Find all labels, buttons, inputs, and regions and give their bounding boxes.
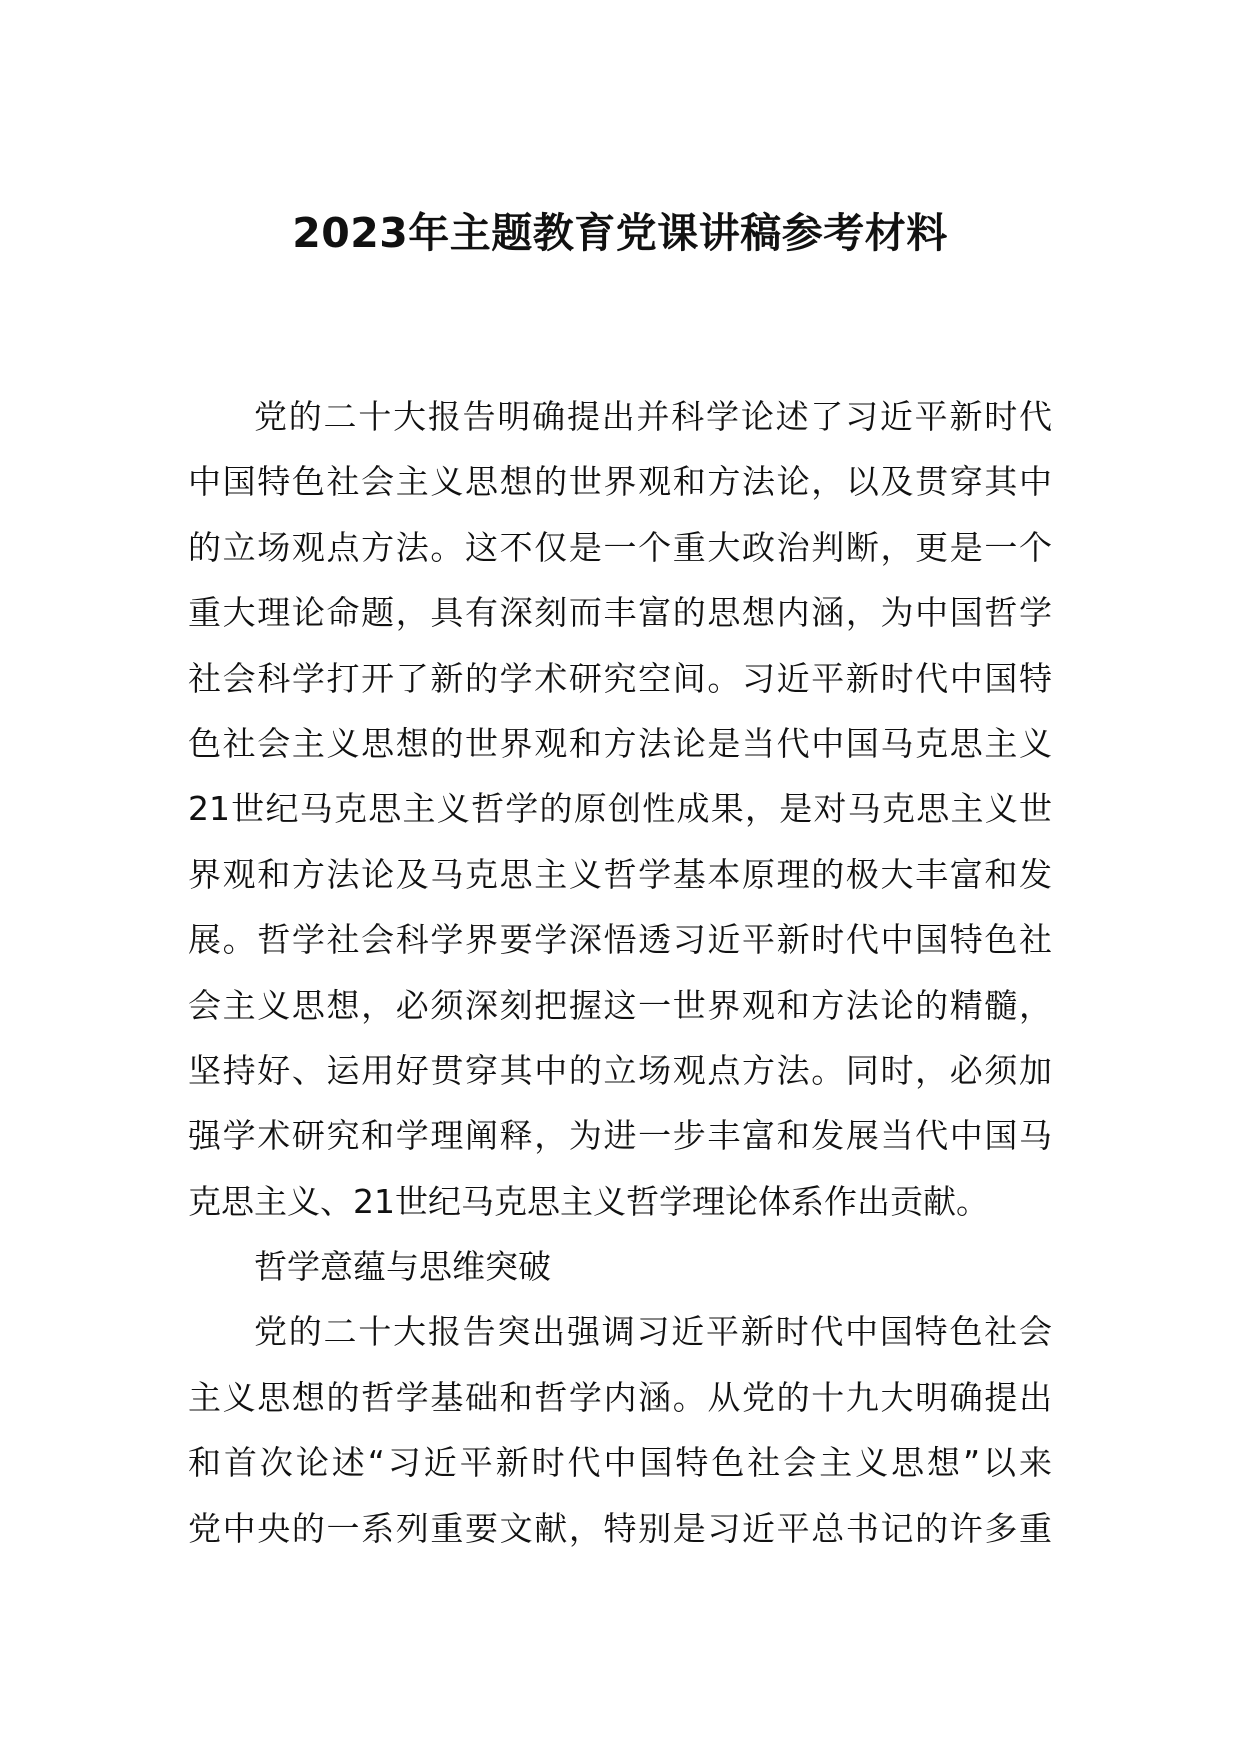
document-title: 2023年主题教育党课讲稿参考材料 xyxy=(292,209,948,257)
section-heading: 哲学意蕴与思维突破 xyxy=(254,1247,551,1287)
paragraph-line: 中国特色社会主义思想的世界观和方法论，以及贯穿其中 xyxy=(188,462,1052,502)
paragraph-line: 主义思想的哲学基础和哲学内涵。从党的十九大明确提出 xyxy=(188,1377,1052,1417)
paragraph-line: 党的二十大报告明确提出并科学论述了习近平新时代 xyxy=(254,397,1052,436)
paragraph-line: 和首次论述“习近平新时代中国特色社会主义思想”以来 xyxy=(188,1443,1052,1483)
paragraph-line: 克思主义、21世纪马克思主义哲学理论体系作出贡献。 xyxy=(188,1181,989,1221)
paragraph-line: 的立场观点方法。这不仅是一个重大政治判断，更是一个 xyxy=(188,527,1052,567)
paragraph-line: 展。哲学社会科学界要学深悟透习近平新时代中国特色社 xyxy=(188,920,1052,960)
paragraph-line: 社会科学打开了新的学术研究空间。习近平新时代中国特 xyxy=(188,658,1052,698)
paragraph-line: 党中央的一系列重要文献，特别是习近平总书记的许多重 xyxy=(188,1508,1052,1548)
paragraph-line: 21世纪马克思主义哲学的原创性成果，是对马克思主义世 xyxy=(188,789,1052,829)
paragraph-line: 界观和方法论及马克思主义哲学基本原理的极大丰富和发 xyxy=(188,854,1052,894)
paragraph-line: 色社会主义思想的世界观和方法论是当代中国马克思主义 xyxy=(188,723,1052,763)
document-body xyxy=(188,384,1052,1561)
paragraph-line: 重大理论命题，具有深刻而丰富的思想内涵，为中国哲学 xyxy=(188,593,1052,633)
paragraph-line: 强学术研究和学理阐释，为进一步丰富和发展当代中国马 xyxy=(188,1116,1052,1156)
paragraph-line: 党的二十大报告突出强调习近平新时代中国特色社会 xyxy=(254,1312,1052,1352)
paragraph-line: 坚持好、运用好贯穿其中的立场观点方法。同时，必须加 xyxy=(188,1050,1052,1090)
paragraph-line: 会主义思想，必须深刻把握这一世界观和方法论的精髓， xyxy=(188,985,1052,1025)
